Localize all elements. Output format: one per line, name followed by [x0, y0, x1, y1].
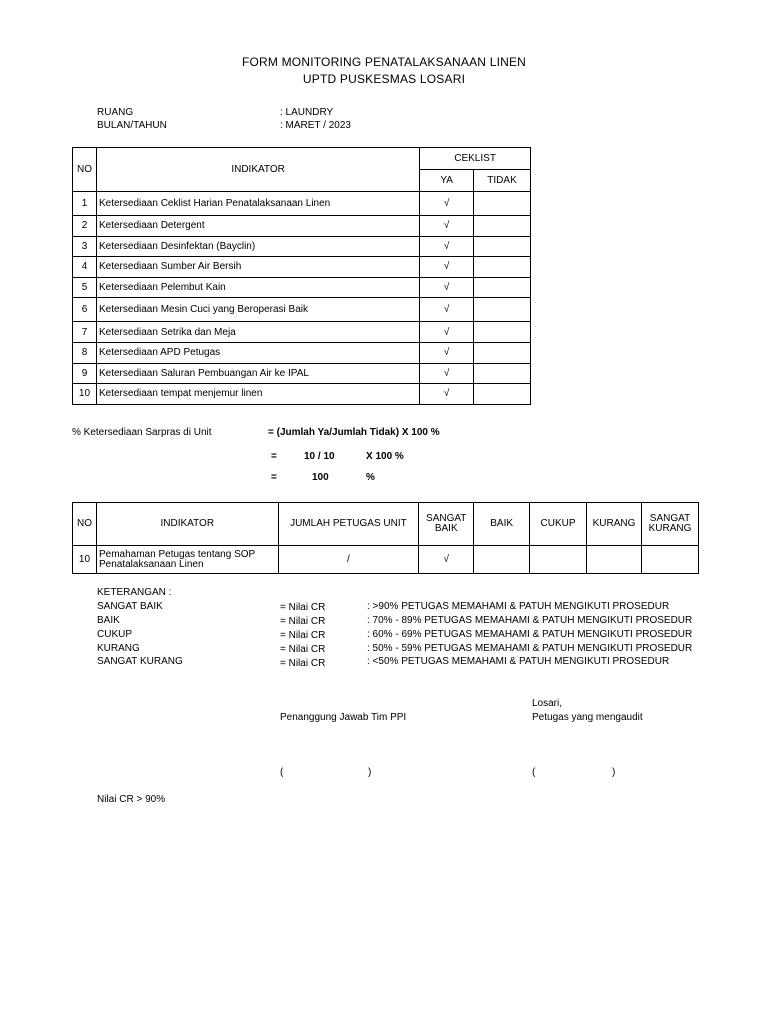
row-tidak	[474, 384, 531, 405]
signature-left-paren-close: )	[368, 767, 372, 778]
col-sangat-baik-header	[419, 503, 474, 546]
keterangan-nilai: = Nilai CR	[280, 602, 326, 613]
row-tidak	[474, 298, 531, 322]
row-no: 1	[73, 192, 97, 216]
table-row	[73, 342, 531, 363]
formula-eq2: =	[271, 451, 277, 462]
table-row	[73, 216, 531, 237]
penilaian-table	[72, 502, 699, 574]
form-title: FORM MONITORING PENATALAKSANAAN LINEN	[241, 55, 527, 69]
row-ya: √	[420, 384, 474, 405]
row-no: 9	[73, 363, 97, 384]
row-tidak	[474, 363, 531, 384]
row-tidak	[474, 216, 531, 237]
bulan-value: : MARET / 2023	[280, 120, 351, 131]
form-subtitle: UPTD PUSKESMAS LOSARI	[302, 72, 466, 86]
row-tidak	[474, 257, 531, 278]
row-no: 3	[73, 236, 97, 257]
row-indikator: Ketersediaan APD Petugas	[96, 342, 419, 363]
row-ya: √	[420, 298, 474, 322]
col-tidak-header: TIDAK	[474, 170, 531, 192]
col-cukup-header: CUKUP	[530, 503, 587, 546]
col-indikator-header: INDIKATOR	[96, 148, 419, 192]
footer-note: Nilai CR > 90%	[97, 794, 166, 805]
bulan-label: BULAN/TAHUN	[97, 120, 167, 131]
row-indikator: Ketersediaan Pelembut Kain	[96, 277, 419, 298]
keterangan-desc: : >90% PETUGAS MEMAHAMI & PATUH MENGIKUTI PROSEDUR	[367, 601, 670, 612]
row-no: 10	[73, 546, 97, 574]
keterangan-label: SANGAT BAIK	[97, 601, 163, 612]
signature-left-role: Penanggung Jawab Tim PPI	[280, 712, 407, 723]
col-sangat-baik-line2: BAIK	[434, 523, 458, 534]
row-tidak	[474, 236, 531, 257]
col-no-header: NO	[73, 148, 97, 192]
formula-times: X 100 %	[366, 451, 404, 462]
row-tidak	[474, 342, 531, 363]
table-row	[73, 257, 531, 278]
row-indikator: Ketersediaan Mesin Cuci yang Beroperasi Baik	[96, 298, 419, 322]
row-ya: √	[420, 363, 474, 384]
row-ya: √	[420, 192, 474, 216]
keterangan-desc: : 60% - 69% PETUGAS MEMAHAMI & PATUH MENGIKUTI PROSEDUR	[367, 629, 693, 640]
row-ya: √	[420, 236, 474, 257]
formula-label: % Ketersediaan Sarpras di Unit	[72, 427, 212, 438]
table-row	[73, 192, 531, 216]
signature-right-paren-close: )	[612, 767, 616, 778]
row-tidak	[474, 322, 531, 343]
row-indikator: Ketersediaan Ceklist Harian Penatalaksanaan Linen	[96, 192, 419, 216]
formula-line1: = (Jumlah Ya/Jumlah Tidak) X 100 %	[268, 427, 440, 438]
row-ya: √	[420, 277, 474, 298]
formula-percent: %	[366, 472, 375, 483]
row-no: 7	[73, 322, 97, 343]
row-no: 10	[73, 384, 97, 405]
keterangan-label: KURANG	[97, 643, 140, 654]
col-baik-header: BAIK	[474, 503, 530, 546]
row-sangat-kurang	[641, 546, 698, 574]
table-row	[73, 236, 531, 257]
row-tidak	[474, 192, 531, 216]
table-row	[73, 546, 699, 574]
keterangan-label: BAIK	[97, 615, 120, 626]
row-indikator-line2: Penatalaksanaan Linen	[98, 558, 204, 570]
row-indikator	[96, 546, 278, 574]
col-kurang-header: KURANG	[587, 503, 642, 546]
row-indikator: Ketersediaan Saluran Pembuangan Air ke IPAL	[96, 363, 419, 384]
keterangan-nilai: = Nilai CR	[280, 616, 326, 627]
keterangan-desc: : 50% - 59% PETUGAS MEMAHAMI & PATUH MENGIKUTI PROSEDUR	[367, 643, 693, 654]
row-indikator-line1: Pemahaman Petugas tentang SOP	[98, 548, 256, 560]
row-indikator: Ketersediaan Detergent	[96, 216, 419, 237]
row-no: 5	[73, 277, 97, 298]
keterangan-nilai: = Nilai CR	[280, 658, 326, 669]
row-indikator: Ketersediaan Desinfektan (Bayclin)	[96, 236, 419, 257]
keterangan-nilai: = Nilai CR	[280, 644, 326, 655]
signature-place: Losari,	[532, 698, 563, 709]
row-baik	[474, 546, 530, 574]
row-no: 6	[73, 298, 97, 322]
table-row	[73, 363, 531, 384]
row-sangat-baik: √	[419, 546, 474, 574]
keterangan-title: KETERANGAN :	[97, 587, 172, 598]
row-cukup	[530, 546, 587, 574]
table-row	[73, 277, 531, 298]
row-no: 8	[73, 342, 97, 363]
formula-fraction: 10 / 10	[304, 451, 335, 462]
col-ya-header: YA	[420, 170, 474, 192]
keterangan-label: CUKUP	[97, 629, 133, 640]
keterangan-desc: : <50% PETUGAS MEMAHAMI & PATUH MENGIKUTI PROSEDUR	[367, 656, 670, 667]
ruang-label: RUANG	[97, 107, 134, 118]
row-tidak	[474, 277, 531, 298]
row-jumlah: /	[278, 546, 419, 574]
signature-right-role: Petugas yang mengaudit	[532, 712, 643, 723]
row-no: 2	[73, 216, 97, 237]
table-row	[73, 298, 531, 322]
col-indikator-header: INDIKATOR	[96, 503, 278, 546]
col-sangat-kurang-header	[641, 503, 698, 546]
keterangan-desc: : 70% - 89% PETUGAS MEMAHAMI & PATUH MENGIKUTI PROSEDUR	[367, 615, 693, 626]
row-indikator: Ketersediaan Sumber Air Bersih	[96, 257, 419, 278]
signature-right-paren-open: (	[532, 767, 536, 778]
table-row	[73, 322, 531, 343]
row-ya: √	[420, 342, 474, 363]
table-row	[73, 384, 531, 405]
row-ya: √	[420, 322, 474, 343]
col-sangat-kurang-line2: KURANG	[648, 523, 692, 534]
formula-eq3: =	[271, 472, 277, 483]
signature-left-paren-open: (	[280, 767, 284, 778]
row-ya: √	[420, 216, 474, 237]
row-ya: √	[420, 257, 474, 278]
row-no: 4	[73, 257, 97, 278]
row-indikator: Ketersediaan Setrika dan Meja	[96, 322, 419, 343]
formula-result: 100	[312, 472, 329, 483]
row-kurang	[587, 546, 642, 574]
keterangan-nilai: = Nilai CR	[280, 630, 326, 641]
col-sangat-kurang-line1: SANGAT	[649, 513, 691, 524]
col-ceklist-header: CEKLIST	[420, 148, 531, 170]
col-no-header: NO	[73, 503, 97, 546]
row-indikator: Ketersediaan tempat menjemur linen	[96, 384, 419, 405]
ceklist-table	[72, 147, 531, 405]
col-sangat-baik-line1: SANGAT	[426, 513, 467, 524]
col-jumlah-header: JUMLAH PETUGAS UNIT	[278, 503, 419, 546]
keterangan-label: SANGAT KURANG	[97, 656, 183, 667]
ruang-value: : LAUNDRY	[280, 107, 334, 118]
